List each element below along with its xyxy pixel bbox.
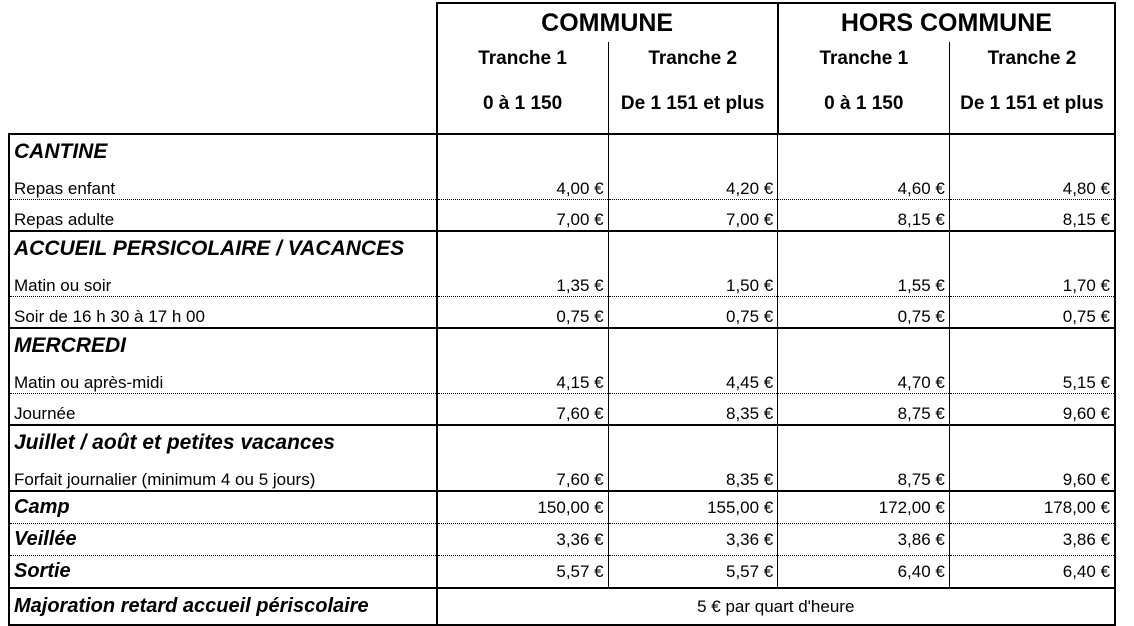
header-hors-commune: HORS COMMUNE <box>778 3 1115 42</box>
header-blank <box>9 3 437 42</box>
table-row <box>9 460 1115 491</box>
header-tranche: Tranche 1 <box>819 47 909 69</box>
row-label: Camp <box>9 491 437 524</box>
row-label: Sortie <box>9 556 437 589</box>
section-juillet <box>9 425 1115 460</box>
row-label: Veillée <box>9 524 437 556</box>
price-cell: 5,15 € <box>949 363 1115 394</box>
price-cell: 9,60 € <box>949 394 1115 426</box>
section-accueil <box>9 231 1115 266</box>
header-tranche: Tranche 1 <box>437 42 609 75</box>
row-label: Matin ou soir <box>9 266 437 297</box>
row-veillee <box>9 524 1115 556</box>
footer-note: 5 € par quart d'heure <box>437 588 1115 625</box>
price-cell: 4,20 € <box>608 169 778 200</box>
row-sortie <box>9 556 1115 589</box>
price-cell: 7,00 € <box>608 200 778 232</box>
price-cell: 4,70 € <box>778 363 950 394</box>
price-cell: 0,75 € <box>608 297 778 329</box>
row-label: Repas enfant <box>9 169 437 200</box>
price-cell: 8,75 € <box>778 394 950 426</box>
price-cell: 7,60 € <box>437 460 609 491</box>
table-row <box>9 169 1115 200</box>
header-range: 0 à 1 150 <box>437 75 609 134</box>
row-label: Matin ou après-midi <box>9 363 437 394</box>
table-row <box>9 297 1115 329</box>
price-cell: 8,15 € <box>949 200 1115 232</box>
price-cell: 3,86 € <box>949 524 1115 556</box>
price-cell: 3,36 € <box>437 524 609 556</box>
header-range: De 1 151 et plus <box>608 75 778 134</box>
price-cell: 4,00 € <box>437 169 609 200</box>
section-mercredi <box>9 328 1115 363</box>
price-cell: 1,35 € <box>437 266 609 297</box>
price-cell: 0,75 € <box>949 297 1115 329</box>
table-row <box>9 394 1115 426</box>
price-cell: 178,00 € <box>949 491 1115 524</box>
section-title: MERCREDI <box>9 328 437 363</box>
price-cell: 8,15 € <box>778 200 950 232</box>
price-cell: 0,75 € <box>437 297 609 329</box>
price-cell: 7,60 € <box>437 394 609 426</box>
section-title: CANTINE <box>9 134 437 169</box>
price-cell: 1,55 € <box>778 266 950 297</box>
header-range: 0 à 1 150 <box>778 75 950 134</box>
section-title: Juillet / août et petites vacances <box>9 425 437 460</box>
row-label: Forfait journalier (minimum 4 ou 5 jours) <box>9 460 437 491</box>
price-cell: 1,70 € <box>949 266 1115 297</box>
table-row <box>9 266 1115 297</box>
price-cell: 155,00 € <box>608 491 778 524</box>
header-range: De 1 151 et plus <box>949 75 1115 134</box>
price-cell: 0,75 € <box>778 297 950 329</box>
price-cell: 8,35 € <box>608 394 778 426</box>
row-label: Repas adulte <box>9 200 437 232</box>
pricing-table <box>8 2 1116 626</box>
price-cell: 8,75 € <box>778 460 950 491</box>
price-cell: 3,86 € <box>778 524 950 556</box>
price-cell: 4,60 € <box>778 169 950 200</box>
header-tranche-row <box>9 42 1115 75</box>
header-tranche: Tranche 2 <box>608 42 778 75</box>
price-cell: 150,00 € <box>437 491 609 524</box>
header-commune: COMMUNE <box>437 3 778 42</box>
price-cell: 1,50 € <box>608 266 778 297</box>
price-cell: 6,40 € <box>949 556 1115 589</box>
section-title: ACCUEIL PERSICOLAIRE / VACANCES <box>9 231 437 266</box>
header-group-row <box>9 3 1115 42</box>
price-cell: 3,36 € <box>608 524 778 556</box>
row-label: Soir de 16 h 30 à 17 h 00 <box>9 297 437 329</box>
price-cell: 4,80 € <box>949 169 1115 200</box>
footer-label: Majoration retard accueil périscolaire <box>9 588 437 625</box>
price-cell: 5,57 € <box>608 556 778 589</box>
row-label: Journée <box>9 394 437 426</box>
header-tranche: Tranche 2 <box>949 42 1115 75</box>
price-cell: 172,00 € <box>778 491 950 524</box>
row-camp <box>9 491 1115 524</box>
price-cell: 6,40 € <box>778 556 950 589</box>
section-cantine <box>9 134 1115 169</box>
header-range-row <box>9 75 1115 134</box>
price-cell: 7,00 € <box>437 200 609 232</box>
table-row <box>9 363 1115 394</box>
row-majoration <box>9 588 1115 625</box>
price-cell: 5,57 € <box>437 556 609 589</box>
price-cell: 4,45 € <box>608 363 778 394</box>
price-cell: 8,35 € <box>608 460 778 491</box>
table-row <box>9 200 1115 232</box>
price-cell: 9,60 € <box>949 460 1115 491</box>
price-cell: 4,15 € <box>437 363 609 394</box>
